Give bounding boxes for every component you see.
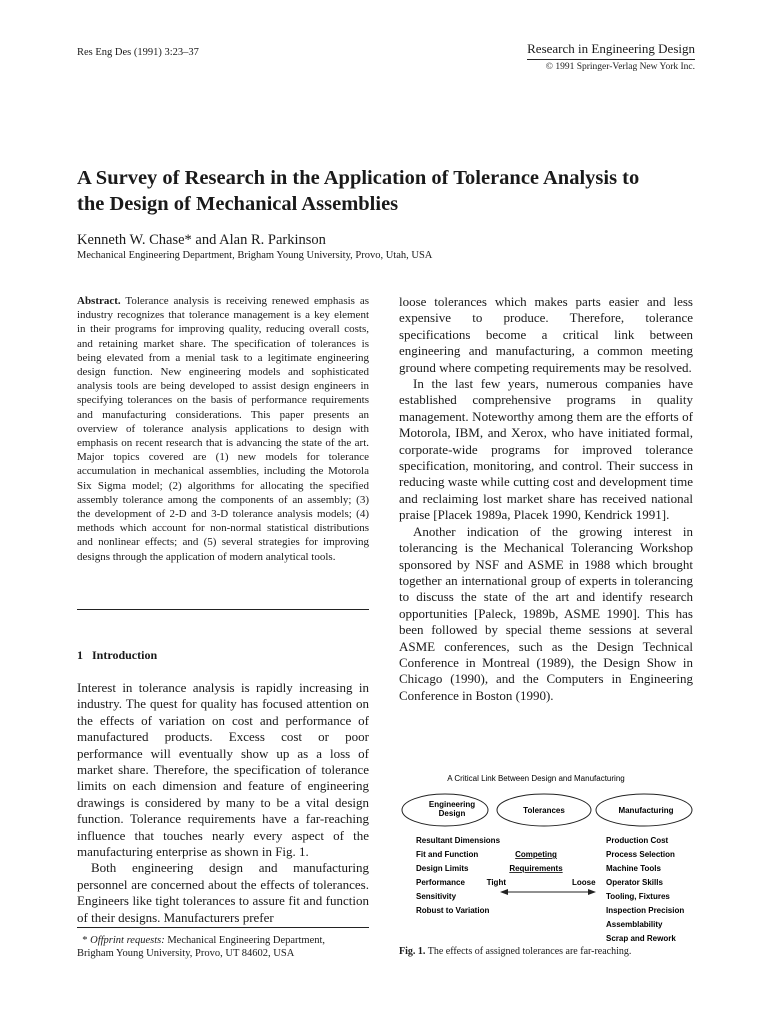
design-item: Robust to Variation bbox=[416, 906, 490, 915]
loose-label: Loose bbox=[572, 878, 596, 887]
manufacturing-item: Assemblability bbox=[606, 920, 663, 929]
footnote-text-1: Mechanical Engineering Department, bbox=[167, 935, 326, 946]
requirements-label: Requirements bbox=[509, 864, 563, 873]
design-item: Design Limits bbox=[416, 864, 469, 873]
figure-caption-text: The effects of assigned tolerances are far-reaching. bbox=[427, 946, 632, 957]
competing-label: Competing bbox=[515, 850, 557, 859]
journal-header bbox=[527, 40, 695, 72]
footnote bbox=[77, 934, 369, 960]
journal-name: Research in Engineering Design bbox=[527, 41, 695, 60]
introduction-body bbox=[77, 680, 369, 926]
title-line-1: A Survey of Research in the Application of Tolerance Analysis to bbox=[77, 167, 640, 189]
manufacturing-item: Scrap and Rework bbox=[606, 934, 676, 943]
title-line-2: the Design of Mechanical Assemblies bbox=[77, 193, 399, 215]
section-number: 1 bbox=[77, 648, 83, 662]
node-engineering: Engineering bbox=[428, 800, 476, 809]
figure-caption-label: Fig. 1. bbox=[399, 946, 426, 957]
intro-paragraph-1: Interest in tolerance analysis is rapidly increasing in industry. The quest for quality has focused attention on the effects of variation on cost and performance of manufactured products. Excess cost or poor performance will eventually show up as a loss of market share. Therefore, the specification of tolerance limits on each dimension and feature of engineering drawings is considered by many to be a vital design function. Tolerance requirements have a far-reaching influence that touches nearly every aspect of the manufacturing enterprise as shown in Fig. 1. bbox=[77, 680, 369, 860]
authors: Kenneth W. Chase* and Alan R. Parkinson bbox=[77, 232, 326, 248]
figure-caption bbox=[399, 946, 631, 957]
node-manufacturing: Manufacturing bbox=[618, 806, 674, 815]
footnote-marker: * bbox=[82, 935, 88, 946]
manufacturing-item: Inspection Precision bbox=[606, 906, 685, 915]
manufacturing-item: Tooling, Fixtures bbox=[606, 892, 670, 901]
manufacturing-item: Production Cost bbox=[606, 836, 669, 845]
arrowhead-left bbox=[500, 889, 508, 895]
right-paragraph-2: In the last few years, numerous companies have established comprehensive programs in quality management. Noteworthy among them are the efforts of Motorola, IBM, and Xerox, who have initiated formal, corporate-wide programs for improved tolerance specification, monitoring, and control. Their success in reducing waste while cutting cost and development time and reclaiming lost market share has received national praise [Placek 1989a, Placek 1990, Kendrick 1991]. bbox=[399, 376, 693, 523]
manufacturing-item: Operator Skills bbox=[606, 878, 663, 887]
manufacturing-items bbox=[606, 836, 684, 943]
node-tolerances: Tolerances bbox=[523, 806, 565, 815]
figure-1 bbox=[396, 762, 696, 962]
section-title: Introduction bbox=[92, 648, 158, 662]
design-item: Performance bbox=[416, 878, 465, 887]
node-design: Design bbox=[438, 809, 466, 818]
intro-paragraph-2: Both engineering design and manufacturing personnel are concerned about the effects of tolerances. Engineers like tight tolerances to assure fit and function of their designs. Manufacturers prefer bbox=[77, 860, 369, 925]
citation: Res Eng Des (1991) 3:23–37 bbox=[77, 47, 199, 58]
footnote-label: Offprint requests: bbox=[90, 935, 165, 946]
design-item: Resultant Dimensions bbox=[416, 836, 501, 845]
abstract bbox=[77, 294, 369, 564]
tight-label: Tight bbox=[486, 878, 506, 887]
copyright: © 1991 Springer-Verlag New York Inc. bbox=[545, 62, 695, 72]
abstract-divider bbox=[77, 609, 369, 610]
footnote-divider bbox=[77, 927, 369, 928]
right-column bbox=[399, 294, 693, 704]
figure-title: A Critical Link Between Design and Manufacturing bbox=[447, 774, 625, 783]
design-items bbox=[416, 836, 501, 915]
design-item: Sensitivity bbox=[416, 892, 457, 901]
affiliation: Mechanical Engineering Department, Brigham Young University, Provo, Utah, USA bbox=[77, 250, 433, 261]
abstract-text: Tolerance analysis is receiving renewed emphasis as industry recognizes that tolerance management is a key element in their programs for improving quality, reducing overall costs, and retaining market share. The specification of tolerances is being elevated from a menial task to a legitimate engineering design function. New engineering models and sophisticated analysis tools are being developed to assist design engineers in specifying tolerances on the basis of performance requirements and manufacturing considerations. This paper presents an overview of tolerance analysis applications to design with emphasis on recent research that is advancing the state of the art. Major topics covered are (1) new models for tolerance accumulation in mechanical assemblies, including the Motorola Six Sigma model; (2) algorithms for allocating the specified assembly tolerance among the components of an assembly; (3) the development of 2-D and 3-D tolerance analysis models; (4) methods which account for non-normal statistical distributions and nonlinear effects; and (5) several strategies for improving designs through the application of modern analytical tools. bbox=[77, 295, 369, 563]
abstract-label: Abstract. bbox=[77, 295, 121, 307]
manufacturing-item: Machine Tools bbox=[606, 864, 661, 873]
paper-title bbox=[77, 165, 697, 217]
design-item: Fit and Function bbox=[416, 850, 479, 859]
right-paragraph-1: loose tolerances which makes parts easier and less expensive to produce. Therefore, tolerance specifications become a critical link between engineering and manufacturing, a common meeting ground where competing requirements may be resolved. bbox=[399, 294, 693, 375]
right-paragraph-3: Another indication of the growing interest in tolerancing is the Mechanical Tolerancing Workshop sponsored by NSF and ASME in 1988 which brought together an international group of experts in tolerancing to discuss the state of the art and identify research opportunities [Paleck, 1989b, ASME 1990]. This has been followed by special theme sessions at several ASME conferences, such as the Design Technical Conference in Montreal (1989), the Design Show in Chicago (1990), and the Computers in Engineering Conference in Boston (1990). bbox=[399, 523, 693, 703]
manufacturing-item: Process Selection bbox=[606, 850, 675, 859]
footnote-text-2: Brigham Young University, Provo, UT 84602, USA bbox=[77, 948, 295, 959]
section-heading bbox=[77, 648, 157, 663]
arrowhead-right bbox=[588, 889, 596, 895]
